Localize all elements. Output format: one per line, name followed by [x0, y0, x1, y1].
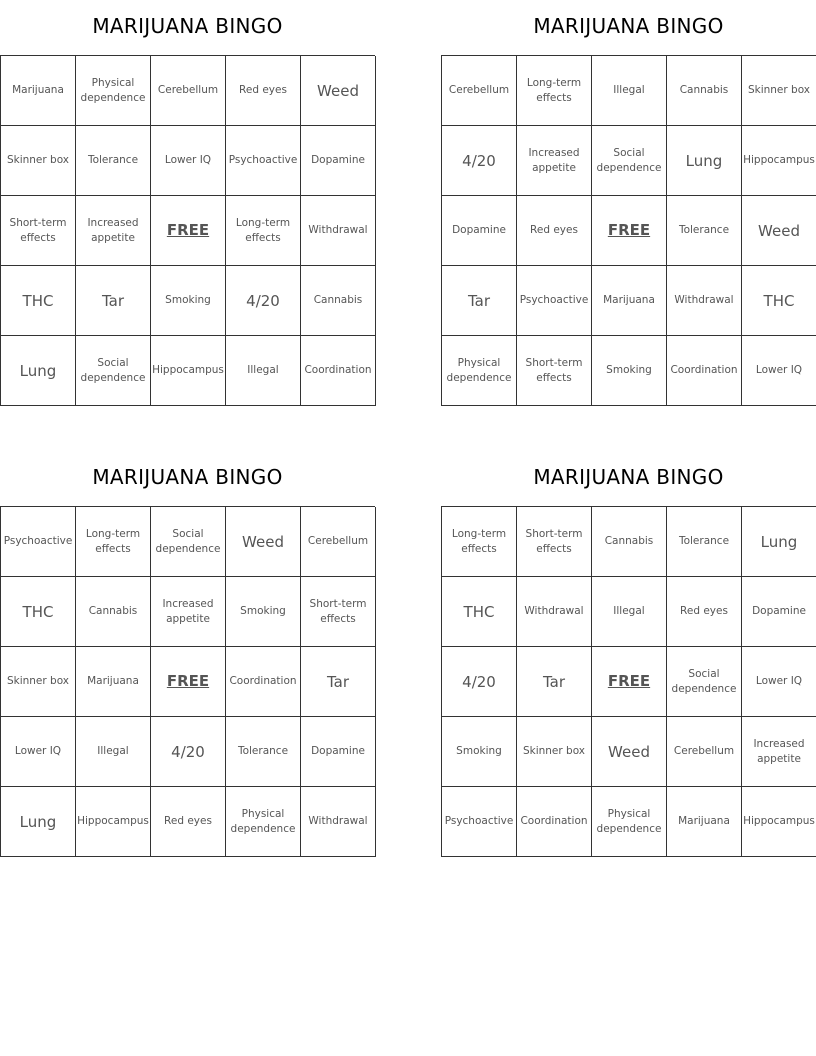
bingo-cell: Psychoactive	[226, 126, 301, 196]
bingo-cell: Psychoactive	[517, 266, 592, 336]
bingo-cell: Weed	[742, 196, 816, 266]
bingo-cell: Hippocampus	[151, 336, 226, 406]
bingo-cell: Psychoactive	[442, 787, 517, 857]
bingo-cell: Social dependence	[76, 336, 151, 406]
bingo-cell: THC	[1, 266, 76, 336]
card-title: MARIJUANA BINGO	[92, 14, 283, 38]
card-title: MARIJUANA BINGO	[533, 14, 724, 38]
bingo-cell: Tar	[517, 647, 592, 717]
bingo-cell: Physical dependence	[442, 336, 517, 406]
bingo-cell: Hippocampus	[742, 126, 816, 196]
bingo-cell: Tolerance	[667, 196, 742, 266]
bingo-cell: Long-term effects	[517, 56, 592, 126]
bingo-cell: Cannabis	[301, 266, 376, 336]
bingo-cell: Long-term effects	[76, 507, 151, 577]
bingo-cell: Dopamine	[742, 577, 816, 647]
bingo-grid	[0, 506, 375, 857]
free-space-cell: FREE	[592, 647, 667, 717]
bingo-cell: THC	[442, 577, 517, 647]
bingo-card-3	[0, 451, 375, 857]
bingo-cell: Tolerance	[667, 507, 742, 577]
bingo-cell: Red eyes	[667, 577, 742, 647]
bingo-cell: Dopamine	[301, 717, 376, 787]
bingo-cell: Hippocampus	[742, 787, 816, 857]
bingo-cell: Lower IQ	[151, 126, 226, 196]
bingo-cell: Red eyes	[226, 56, 301, 126]
bingo-cell: Weed	[592, 717, 667, 787]
bingo-cell: Tar	[76, 266, 151, 336]
bingo-cell: Smoking	[592, 336, 667, 406]
bingo-cell: Red eyes	[151, 787, 226, 857]
bingo-cell: Marijuana	[667, 787, 742, 857]
bingo-cell: Social dependence	[667, 647, 742, 717]
bingo-cell: Skinner box	[742, 56, 816, 126]
bingo-grid	[0, 55, 375, 406]
bingo-cell: Increased appetite	[742, 717, 816, 787]
bingo-cell: Physical dependence	[226, 787, 301, 857]
bingo-cell: Increased appetite	[517, 126, 592, 196]
bingo-cell: Hippocampus	[76, 787, 151, 857]
bingo-cell: Coordination	[301, 336, 376, 406]
free-space-cell: FREE	[151, 196, 226, 266]
bingo-cell: THC	[742, 266, 816, 336]
bingo-cell: Cerebellum	[151, 56, 226, 126]
bingo-cell: Withdrawal	[517, 577, 592, 647]
bingo-cell: Cannabis	[667, 56, 742, 126]
bingo-cell: Cerebellum	[442, 56, 517, 126]
bingo-cell: Short-term effects	[517, 336, 592, 406]
bingo-cell: THC	[1, 577, 76, 647]
bingo-cell: Lung	[667, 126, 742, 196]
bingo-cell: Weed	[301, 56, 376, 126]
bingo-cell: Coordination	[226, 647, 301, 717]
bingo-cell: Illegal	[592, 56, 667, 126]
bingo-cell: Marijuana	[592, 266, 667, 336]
bingo-cell: Long-term effects	[226, 196, 301, 266]
card-title: MARIJUANA BINGO	[92, 465, 283, 489]
bingo-cell: Illegal	[226, 336, 301, 406]
bingo-cell: Short-term effects	[1, 196, 76, 266]
free-space-cell: FREE	[592, 196, 667, 266]
bingo-cell: Withdrawal	[301, 196, 376, 266]
bingo-cell: Lower IQ	[1, 717, 76, 787]
bingo-cell: 4/20	[442, 647, 517, 717]
bingo-cell: Weed	[226, 507, 301, 577]
bingo-cell: 4/20	[226, 266, 301, 336]
bingo-cell: Short-term effects	[517, 507, 592, 577]
bingo-cell: Cerebellum	[667, 717, 742, 787]
bingo-cell: Red eyes	[517, 196, 592, 266]
bingo-cell: Coordination	[667, 336, 742, 406]
bingo-cell: Lower IQ	[742, 647, 816, 717]
bingo-card-4	[441, 451, 816, 857]
bingo-card-1	[0, 0, 375, 406]
bingo-cell: Psychoactive	[1, 507, 76, 577]
bingo-cell: Long-term effects	[442, 507, 517, 577]
bingo-cell: 4/20	[442, 126, 517, 196]
bingo-cell: Cannabis	[592, 507, 667, 577]
bingo-cell: 4/20	[151, 717, 226, 787]
bingo-cell: Tolerance	[76, 126, 151, 196]
bingo-cell: Withdrawal	[667, 266, 742, 336]
bingo-cell: Physical dependence	[592, 787, 667, 857]
bingo-cell: Lower IQ	[742, 336, 816, 406]
bingo-cell: Social dependence	[151, 507, 226, 577]
bingo-cell: Tar	[301, 647, 376, 717]
bingo-cell: Physical dependence	[76, 56, 151, 126]
bingo-cell: Tolerance	[226, 717, 301, 787]
bingo-cell: Illegal	[76, 717, 151, 787]
bingo-cell: Skinner box	[517, 717, 592, 787]
bingo-cell: Withdrawal	[301, 787, 376, 857]
bingo-cell: Increased appetite	[76, 196, 151, 266]
bingo-cell: Lung	[742, 507, 816, 577]
bingo-cell: Dopamine	[301, 126, 376, 196]
bingo-cell: Smoking	[226, 577, 301, 647]
bingo-cell: Cannabis	[76, 577, 151, 647]
bingo-cell: Coordination	[517, 787, 592, 857]
bingo-cell: Skinner box	[1, 647, 76, 717]
bingo-card-2	[441, 0, 816, 406]
bingo-cell: Marijuana	[76, 647, 151, 717]
bingo-cell: Lung	[1, 336, 76, 406]
bingo-cell: Illegal	[592, 577, 667, 647]
bingo-cell: Smoking	[442, 717, 517, 787]
bingo-cell: Lung	[1, 787, 76, 857]
bingo-cell: Dopamine	[442, 196, 517, 266]
bingo-cell: Tar	[442, 266, 517, 336]
free-space-cell: FREE	[151, 647, 226, 717]
card-title: MARIJUANA BINGO	[533, 465, 724, 489]
bingo-cell: Smoking	[151, 266, 226, 336]
bingo-grid	[441, 55, 816, 406]
bingo-cell: Social dependence	[592, 126, 667, 196]
bingo-grid	[441, 506, 816, 857]
bingo-cell: Marijuana	[1, 56, 76, 126]
bingo-cell: Increased appetite	[151, 577, 226, 647]
bingo-cell: Skinner box	[1, 126, 76, 196]
bingo-cell: Short-term effects	[301, 577, 376, 647]
bingo-cell: Cerebellum	[301, 507, 376, 577]
